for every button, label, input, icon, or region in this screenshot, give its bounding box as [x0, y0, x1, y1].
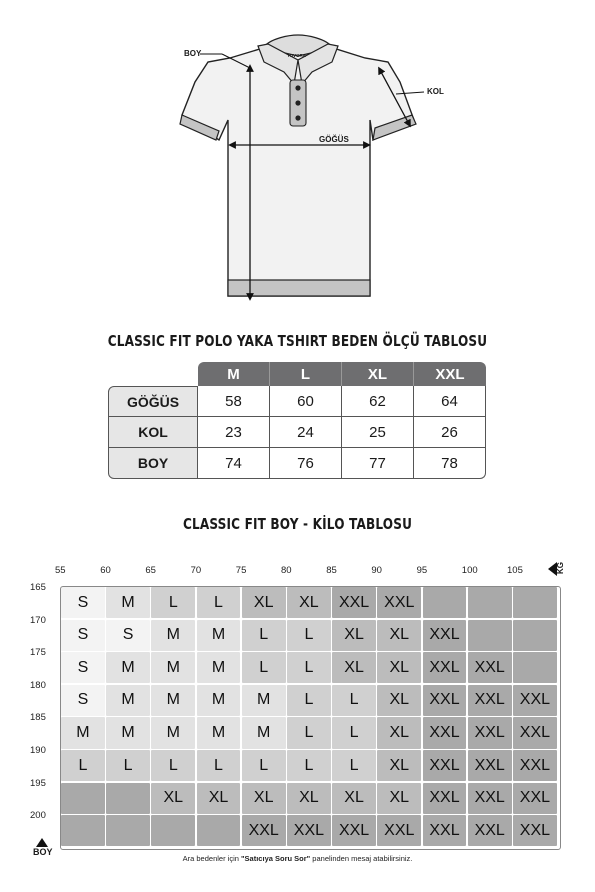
kg-tick-label: 65 [145, 565, 156, 576]
grid-cell: XL [377, 620, 421, 651]
size-value-cell: 74 [198, 448, 270, 479]
grid-cell: XXL [377, 815, 421, 846]
grid-cell: M [242, 717, 286, 748]
grid-cell [151, 815, 195, 846]
grid-cell [106, 815, 150, 846]
grid-cell: S [61, 620, 105, 651]
grid-cell: L [287, 620, 331, 651]
grid-cell [513, 652, 557, 683]
footnote-prefix: Ara bedenler için [182, 854, 241, 863]
kg-tick-label: 60 [100, 565, 111, 576]
grid-cell: S [61, 685, 105, 716]
grid-cell: L [287, 652, 331, 683]
boy-axis-label: BOY [33, 847, 53, 857]
size-value-cell: 23 [198, 417, 270, 448]
kg-label: KG [556, 562, 565, 574]
grid-cell: XL [151, 783, 195, 814]
grid-cell: L [197, 750, 241, 781]
grid-cell: M [106, 717, 150, 748]
grid-cell: XXL [423, 620, 467, 651]
grid-cell: L [332, 750, 376, 781]
grid-cell [468, 587, 512, 618]
brand-label: TUVORA [287, 53, 306, 58]
grid-cell: L [242, 750, 286, 781]
size-value-cell: 76 [270, 448, 342, 479]
grid-cell: XL [377, 685, 421, 716]
size-value-cell: 60 [270, 386, 342, 417]
grid-cell: M [197, 620, 241, 651]
grid-cell: M [151, 620, 195, 651]
footnote-highlight: "Satıcıya Soru Sor" [241, 854, 311, 863]
grid-cell [61, 815, 105, 846]
kg-tick-label: 105 [507, 565, 523, 576]
grid-cell [423, 587, 467, 618]
grid-cell: L [61, 750, 105, 781]
boy-tick-label: 190 [30, 745, 46, 756]
size-value-cell: 78 [414, 448, 486, 479]
grid-cell [61, 783, 105, 814]
grid-cell: XXL [377, 587, 421, 618]
grid-cell: XXL [513, 815, 557, 846]
kg-tick-label: 55 [55, 565, 66, 576]
kg-tick-label: 85 [326, 565, 337, 576]
grid-cell: L [287, 685, 331, 716]
grid-cell: XL [287, 587, 331, 618]
kg-tick-label: 100 [461, 565, 478, 576]
grid-cell [513, 620, 557, 651]
grid-cell: M [151, 685, 195, 716]
grid-cell: L [332, 685, 376, 716]
grid-cell: M [106, 587, 150, 618]
grid-cell: XL [377, 717, 421, 748]
kol-label: KOL [427, 87, 444, 96]
grid-cell: XXL [423, 717, 467, 748]
grid-cell: M [151, 652, 195, 683]
grid-cell: L [242, 652, 286, 683]
grid-cell: XXL [468, 783, 512, 814]
size-row-label: BOY [108, 448, 198, 479]
footnote [0, 854, 595, 863]
weight-table-title: CLASSIC FIT BOY - KİLO TABLOSU [182, 515, 413, 533]
grid-cell: L [106, 750, 150, 781]
grid-cell: M [61, 717, 105, 748]
grid-cell: L [151, 750, 195, 781]
grid-cell: XL [242, 783, 286, 814]
size-value-cell: 64 [414, 386, 486, 417]
grid-cell: XL [332, 652, 376, 683]
footnote-suffix: panelinden mesaj atabilirsiniz. [310, 854, 413, 863]
grid-cell: XXL [423, 652, 467, 683]
boy-tick-label: 195 [30, 777, 46, 789]
kg-tick-label: 80 [281, 565, 292, 576]
grid-cell: L [287, 750, 331, 781]
grid-cell: XXL [513, 717, 557, 748]
size-value-cell: 77 [342, 448, 414, 479]
shirt-hem [228, 280, 370, 296]
boy-label: BOY [184, 49, 202, 58]
grid-cell: XL [377, 652, 421, 683]
grid-cell: XXL [513, 783, 557, 814]
grid-cell: XXL [423, 685, 467, 716]
grid-cell: XL [242, 587, 286, 618]
boy-tick-label: 180 [30, 679, 46, 691]
grid-cell: L [287, 717, 331, 748]
boy-arrow-icon [36, 838, 48, 847]
boy-tick-label: 165 [30, 582, 46, 593]
grid-cell: XL [377, 750, 421, 781]
grid-cell: XXL [513, 685, 557, 716]
grid-cell: M [197, 652, 241, 683]
grid-cell: L [151, 587, 195, 618]
grid-cell [468, 620, 512, 651]
size-value-cell: 62 [342, 386, 414, 417]
grid-cell: XL [332, 620, 376, 651]
grid-cell: XXL [468, 815, 512, 846]
size-row-label: KOL [108, 417, 198, 448]
grid-cell: S [61, 587, 105, 618]
kg-tick-label: 90 [371, 565, 382, 576]
grid-cell: XXL [332, 815, 376, 846]
grid-cell: XXL [468, 652, 512, 683]
grid-cell: M [197, 717, 241, 748]
polo-shirt-diagram [0, 0, 595, 310]
grid-cell: XXL [468, 685, 512, 716]
size-value-cell: 58 [198, 386, 270, 417]
grid-cell: XL [377, 783, 421, 814]
boy-tick-label: 185 [30, 712, 46, 724]
grid-cell [197, 815, 241, 846]
boy-tick-label: 175 [30, 647, 46, 659]
grid-cell: XXL [332, 587, 376, 618]
grid-cell: XXL [468, 750, 512, 781]
kg-tick-label: 95 [416, 565, 428, 576]
size-col-header: L [270, 362, 342, 386]
boy-tick-label: 170 [30, 614, 46, 626]
grid-cell: XL [287, 783, 331, 814]
grid-cell: XXL [513, 750, 557, 781]
grid-cell: XXL [423, 815, 467, 846]
grid-cell: M [197, 685, 241, 716]
grid-cell: L [242, 620, 286, 651]
kg-tick-label: 75 [235, 565, 247, 576]
grid-cell: S [106, 620, 150, 651]
grid-cell: XL [197, 783, 241, 814]
size-row-label: GÖĞÜS [108, 386, 198, 417]
grid-cell: XXL [287, 815, 331, 846]
grid-cell: XXL [423, 750, 467, 781]
kg-tick-label: 70 [190, 565, 202, 576]
grid-cell: XXL [423, 783, 467, 814]
grid-cell: S [61, 652, 105, 683]
gogus-label: GÖĞÜS [319, 135, 349, 144]
grid-cell: M [106, 652, 150, 683]
grid-cell: XL [332, 783, 376, 814]
grid-cell: L [332, 717, 376, 748]
size-table-title: CLASSIC FIT POLO YAKA TSHIRT BEDEN ÖLÇÜ TABLOSU [107, 332, 488, 350]
grid-cell: M [151, 717, 195, 748]
size-value-cell: 24 [270, 417, 342, 448]
boy-tick-label: 200 [30, 810, 46, 822]
grid-cell: M [242, 685, 286, 716]
size-col-header: XL [342, 362, 414, 386]
grid-cell: L [197, 587, 241, 618]
grid-cell [106, 783, 150, 814]
grid-cell [513, 587, 557, 618]
grid-cell: M [106, 685, 150, 716]
size-value-cell: 26 [414, 417, 486, 448]
size-col-header: XXL [414, 362, 486, 386]
size-col-header: M [198, 362, 270, 386]
size-value-cell: 25 [342, 417, 414, 448]
grid-cell: XXL [242, 815, 286, 846]
grid-cell: XXL [468, 717, 512, 748]
